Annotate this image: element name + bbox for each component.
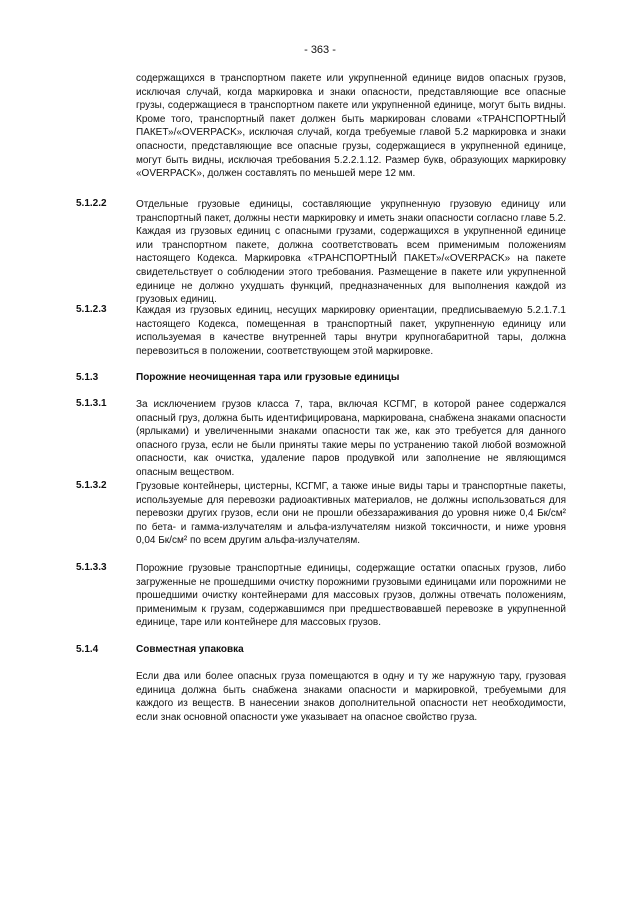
section-number: 5.1.3.1 <box>76 398 107 409</box>
page-number: - 363 - <box>304 44 336 56</box>
paragraph-text: Порожние грузовые транспортные единицы, содержащие остатки опасных грузов, либо загруженные не прошедшими очистку порожними грузовыми единицами или порожними не прошедшими очистку контейнерами для массовых грузов, должны отвечать положениям, применимым к грузам, содержавшимся при предшествовавшей перевозке в укрупненной единице, таре или контейнере для массовых грузов. <box>136 563 566 629</box>
section-heading: Совместная упаковка <box>136 644 244 655</box>
section-number: 5.1.3 <box>76 372 99 383</box>
paragraph-text: За исключением грузов класса 7, тара, включая КСГМГ, в которой ранее содержался опасный груз, должна быть идентифицирована, маркирована, снабжена знаками опасности (ярлыками) и увеличенными знаками опасности так же, как это требуется для данного опасного груза, если не были приняты такие меры по устранению такой любой возможной опасности, как очистка, удаление паров продувкой или заполнение не являющимся опасным веществом. <box>136 399 566 478</box>
paragraph-text: содержащихся в транспортном пакете или укрупненной единице видов опасных грузов, исключая случай, когда маркировка и знаки опасности, представляющие все опасные грузы, содержащиеся в транспортном пакете или укрупненной единице, могут быть видны. Кроме того, транспортный пакет должен быть маркирован словами «ТРАНСПОРТНЫЙ ПАКЕТ»/«OVERPACK», исключая случай, когда требуемые главой 5.2 маркировка и знаки опасности, представляющие все опасные грузы, содержащиеся в укрупненной единице, могут быть видны, исключая требования 5.2.2.1.12. Размер букв, образующих маркировку «OVERPACK», должен составлять по меньшей мере 12 мм. <box>136 73 566 180</box>
section-number: 5.1.4 <box>76 644 99 655</box>
paragraph-text: Отдельные грузовые единицы, составляющие укрупненную грузовую единицу или транспортный пакет, должны нести маркировку и иметь знаки опасности согласно главе 5.2. Каждая из грузовых единиц с опасными грузами, содержащихся в укрупненной единице или транспортном пакете, должна соответствовать всем применимым положениям настоящего Кодекса. Маркировка «ТРАНСПОРТНЫЙ ПАКЕТ»/«OVERPACK» на пакете свидетельствует о соблюдении этого требования. Размещение в пакете или укрупненной единице не должно ухудшать функций, предназначенных для выполнения каждой из грузовых единиц. <box>136 199 566 306</box>
paragraph-text: Каждая из грузовых единиц, несущих маркировку ориентации, предписываемую 5.2.1.7.1 настоящего Кодекса, помещенная в транспортный пакет, укрупненную единицу или используемая в качестве внутренней тары внутри крупногабаритной тары, должна перевозиться в положении, соответствующем этой маркировке. <box>136 305 566 357</box>
section-heading: Порожние неочищенная тара или грузовые единицы <box>136 372 400 383</box>
section-number: 5.1.2.3 <box>76 304 107 315</box>
paragraph-text: Если два или более опасных груза помещаются в одну и ту же наружную тару, грузовая единица должна быть снабжена знаками опасности и маркировкой, требуемыми для каждого из веществ. В нанесении знаков дополнительной опасности нет необходимости, если знак основной опасности уже указывает на опасное свойство груза. <box>136 671 566 723</box>
section-number: 5.1.3.2 <box>76 480 107 491</box>
section-number: 5.1.3.3 <box>76 562 107 573</box>
paragraph-text: Грузовые контейнеры, цистерны, КСГМГ, а также иные виды тары и транспортные пакеты, используемые для перевозки радиоактивных материалов, не должны использоваться для перевозки других грузов, если они не прошли обеззараживания до уровня ниже 0,4 Бк/см² по бета- и гамма-излучателям и альфа-излучателям низкой токсичности, и ниже уровня 0,04 Бк/см² по всем другим альфа-излучателям. <box>136 481 566 547</box>
section-number: 5.1.2.2 <box>76 198 107 209</box>
